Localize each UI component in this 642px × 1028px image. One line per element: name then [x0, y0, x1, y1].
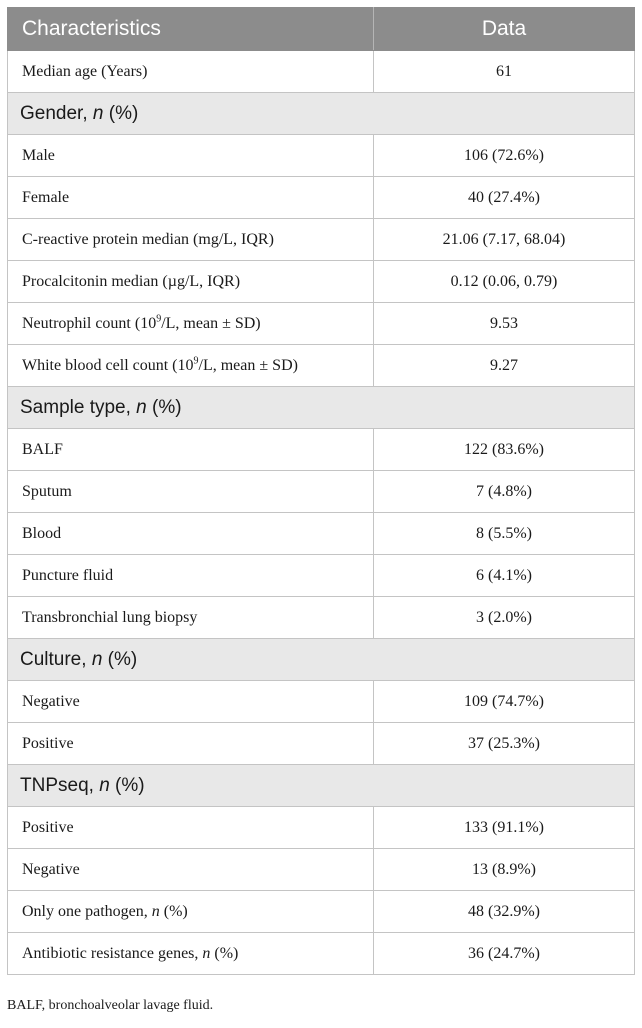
- row-label: [8, 597, 374, 639]
- row-label: [8, 891, 374, 933]
- row-value: 3 (2.0%): [374, 597, 635, 639]
- row-label: [8, 135, 374, 177]
- label-text-suffix: (%): [109, 774, 145, 796]
- label-text: White blood cell count (10: [22, 356, 194, 374]
- label-italic: n: [151, 902, 160, 920]
- row-label: [8, 849, 374, 891]
- table-row: [8, 513, 635, 555]
- label-superscript: 9: [193, 355, 199, 367]
- label-text-suffix: (%): [159, 902, 188, 920]
- label-italic: n: [92, 102, 104, 124]
- table-row: [8, 681, 635, 723]
- label-text: Culture,: [20, 648, 92, 670]
- table-row: [8, 555, 635, 597]
- label-text: C-reactive protein median (mg/L, IQR): [22, 230, 274, 248]
- row-label: [8, 261, 374, 303]
- table-row: [8, 261, 635, 303]
- header-characteristics: Characteristics: [8, 8, 374, 51]
- row-label: [8, 555, 374, 597]
- table-row: [8, 177, 635, 219]
- row-value: 8 (5.5%): [374, 513, 635, 555]
- row-label: [8, 303, 374, 345]
- label-text: Procalcitonin median (µg/L, IQR): [22, 272, 241, 290]
- row-label: [8, 807, 374, 849]
- row-label: [8, 681, 374, 723]
- row-label: [8, 933, 374, 975]
- section-header-row: [8, 765, 635, 807]
- label-text-suffix: (%): [103, 102, 139, 124]
- row-label: [8, 639, 635, 681]
- row-label: [8, 51, 374, 93]
- row-value: 106 (72.6%): [374, 135, 635, 177]
- table-row: [8, 471, 635, 513]
- row-value: 0.12 (0.06, 0.79): [374, 261, 635, 303]
- row-value: 36 (24.7%): [374, 933, 635, 975]
- section-header-row: [8, 93, 635, 135]
- row-value: 61: [374, 51, 635, 93]
- label-text: Puncture fluid: [22, 566, 114, 584]
- label-text-suffix: (%): [210, 944, 239, 962]
- label-italic: n: [99, 774, 110, 796]
- label-text: Sample type,: [20, 396, 137, 418]
- row-value: 13 (8.9%): [374, 849, 635, 891]
- row-label: [8, 471, 374, 513]
- table-row: [8, 135, 635, 177]
- label-italic: n: [202, 944, 211, 962]
- row-value: 7 (4.8%): [374, 471, 635, 513]
- row-label: [8, 765, 635, 807]
- label-text: TNPseq,: [20, 774, 100, 796]
- label-text-suffix: /L, mean ± SD): [161, 314, 261, 332]
- characteristics-table: [7, 7, 635, 975]
- row-value: 37 (25.3%): [374, 723, 635, 765]
- section-header-row: [8, 387, 635, 429]
- label-text: Sputum: [22, 482, 72, 500]
- row-label: [8, 429, 374, 471]
- table-footnote: BALF, bronchoalveolar lavage fluid.: [7, 998, 214, 1013]
- label-italic: n: [91, 648, 103, 670]
- label-superscript: 9: [156, 313, 162, 325]
- label-text: Neutrophil count (10: [22, 314, 157, 332]
- label-text: Negative: [22, 692, 80, 710]
- row-value: 9.27: [374, 345, 635, 387]
- table-header-row: [8, 8, 635, 51]
- label-text: Positive: [22, 734, 74, 752]
- table-body: [8, 51, 635, 975]
- table-row: [8, 303, 635, 345]
- label-text: Female: [22, 188, 70, 206]
- label-text: Blood: [22, 524, 62, 542]
- section-header-row: [8, 639, 635, 681]
- table-row: [8, 597, 635, 639]
- table-row: [8, 51, 635, 93]
- table-row: [8, 933, 635, 975]
- label-text: Only one pathogen,: [22, 902, 152, 920]
- label-text: Positive: [22, 818, 74, 836]
- label-text: Male: [22, 146, 55, 164]
- header-data: Data: [374, 8, 635, 51]
- row-label: [8, 93, 635, 135]
- table-row: [8, 723, 635, 765]
- label-text: Antibiotic resistance genes,: [22, 944, 203, 962]
- row-value: 109 (74.7%): [374, 681, 635, 723]
- table-row: [8, 429, 635, 471]
- row-value: 21.06 (7.17, 68.04): [374, 219, 635, 261]
- label-text: Median age (Years): [22, 62, 148, 80]
- row-label: [8, 723, 374, 765]
- row-label: [8, 387, 635, 429]
- row-value: 9.53: [374, 303, 635, 345]
- row-value: 122 (83.6%): [374, 429, 635, 471]
- label-text-suffix: (%): [102, 648, 138, 670]
- table-row: [8, 345, 635, 387]
- table-row: [8, 891, 635, 933]
- table-row: [8, 219, 635, 261]
- label-text-suffix: (%): [146, 396, 182, 418]
- label-text: Transbronchial lung biopsy: [22, 608, 198, 626]
- table-row: [8, 807, 635, 849]
- row-label: [8, 219, 374, 261]
- row-value: 40 (27.4%): [374, 177, 635, 219]
- label-text: Gender,: [20, 102, 93, 124]
- label-text-suffix: /L, mean ± SD): [198, 356, 298, 374]
- row-label: [8, 177, 374, 219]
- label-text: BALF: [22, 440, 63, 458]
- row-value: 48 (32.9%): [374, 891, 635, 933]
- row-value: 6 (4.1%): [374, 555, 635, 597]
- label-text: Negative: [22, 860, 80, 878]
- row-label: [8, 513, 374, 555]
- table-row: [8, 849, 635, 891]
- row-label: [8, 345, 374, 387]
- row-value: 133 (91.1%): [374, 807, 635, 849]
- label-italic: n: [136, 396, 147, 418]
